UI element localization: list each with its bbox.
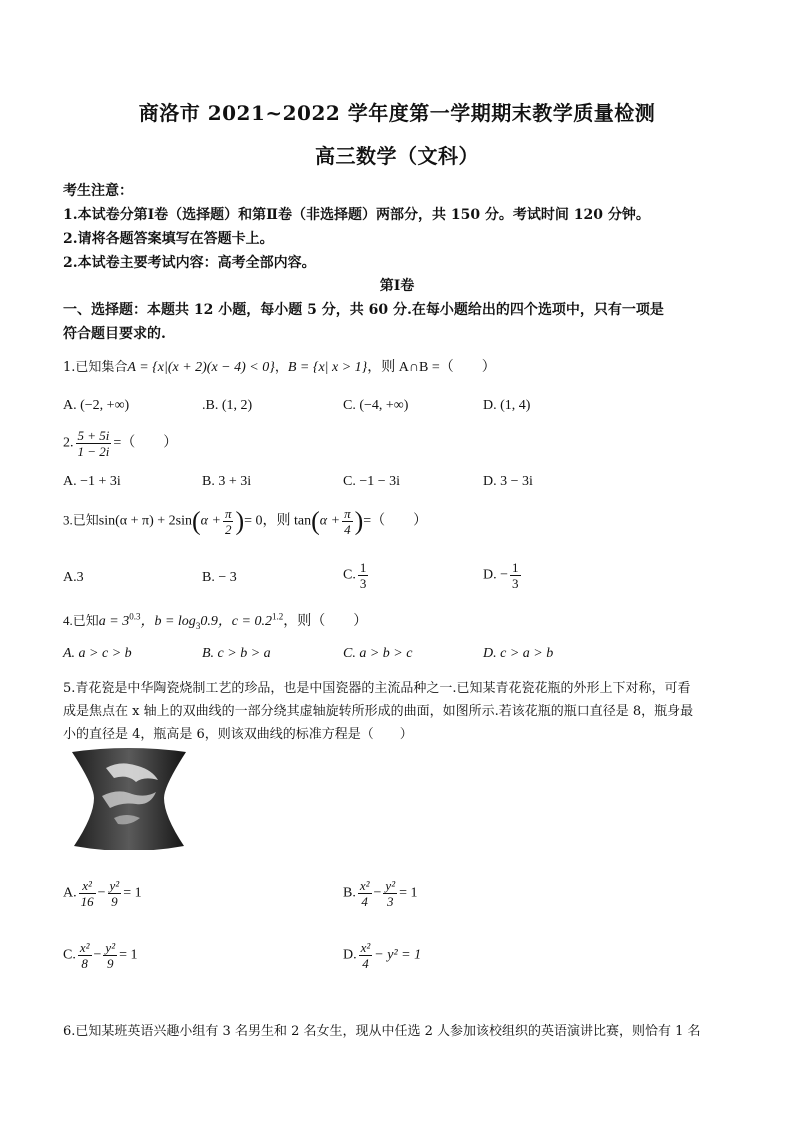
q3-option-a: A.3 (63, 570, 84, 585)
q5-c-label: C. (63, 947, 76, 963)
q4-option-b: B. c > b > a (202, 646, 271, 661)
q3-option-c-fraction (358, 560, 369, 591)
q5-c-d2: 9 (107, 956, 114, 971)
q5-a-n2: y² (109, 878, 120, 893)
q4-ask: ，则（ ） (283, 614, 368, 629)
q3-c-num: 1 (359, 560, 367, 575)
q5-a-label: A. (63, 885, 77, 901)
q5-c-d1: 8 (81, 956, 88, 971)
q3-c-den: 3 (359, 576, 367, 591)
q3-d-den: 3 (512, 576, 519, 591)
q4-option-c: C. a > b > c (343, 646, 413, 661)
q5-b-n2: y² (385, 878, 396, 893)
q2-option-d: D. 3 − 3i (483, 474, 533, 489)
q2-numerator: 5 + 5i (77, 428, 110, 443)
exam-subtitle: 高三数学（文科） (315, 144, 479, 168)
q5-option-d (343, 940, 421, 971)
q6-line-1: 6.已知某班英语兴趣小组有 3 名男生和 2 名女生，现从中任选 2 人参加该校组织的英语演讲比赛，则恰有 1 名 (63, 1024, 701, 1039)
q3-expr-b: α + (200, 513, 221, 529)
q1-option-c: C. (−4, +∞) (343, 398, 409, 413)
q3-expr-d: α + (319, 513, 341, 529)
q5-a-frac-x (79, 878, 96, 909)
q5-d-d1: 4 (362, 956, 369, 971)
q1-set-b: B = {x| x > 1} (287, 360, 368, 375)
q5-a-n1: x² (79, 878, 96, 894)
q4-prefix: 4.已知 (63, 613, 99, 628)
q2-fraction (76, 428, 112, 459)
section-instruction-1: 一、选择题：本题共 12 小题，每小题 5 分，共 60 分.在每小题给出的四个选项中，只有一项是 (63, 302, 664, 318)
q5-d-rest: − y² = 1 (374, 947, 422, 963)
q1-option-b: .B. (1, 2) (202, 398, 253, 413)
q5-b-d2: 3 (387, 894, 394, 909)
q5-b-frac-y (383, 878, 397, 909)
q3-option-b: B. − 3 (202, 570, 237, 585)
q1-set-a: A = {x|(x + 2)(x − 4) < 0} (127, 360, 275, 375)
q3-pi: π (224, 506, 232, 521)
q2-denominator: 1 − 2i (77, 444, 110, 459)
q5-c-minus: − (93, 947, 102, 963)
q5-b-d1: 4 (361, 894, 368, 909)
q5-c-frac-y (103, 940, 117, 971)
exam-title: 商洛市 2021~2022 学年度第一学期期末教学质量检测 (138, 101, 656, 125)
q1-ask: ，则 A∩B =（ ） (367, 360, 496, 375)
q5-line-1: 5.青花瓷是中华陶瓷烧制工艺的珍品，也是中国瓷器的主流品种之一.已知某青花瓷花瓶的外形上下对称，可看 (63, 681, 691, 696)
question-1 (63, 356, 496, 376)
q4-b-rest: 0.9，c = 0.2 (200, 614, 272, 629)
q4-option-d: D. c > a > b (483, 646, 554, 661)
q4-a: a = 3 (98, 614, 130, 629)
q5-d-label: D. (343, 947, 357, 963)
notice-item-3: 2.本试卷主要考试内容：高考全部内容。 (63, 255, 316, 271)
notice-item-2: 2.请将各题答案填写在答题卡上。 (63, 231, 274, 247)
question-4 (63, 610, 367, 631)
q1-prefix: 1.已知集合 (63, 360, 128, 375)
section-instruction-2: 符合题目要求的. (63, 326, 166, 342)
q3-option-d-fraction (510, 560, 521, 591)
q4-b-sub: 3 (195, 620, 201, 631)
q3-option-c (343, 560, 370, 591)
q3-expr-a: sin(α + π) + 2sin (98, 513, 192, 529)
q5-c-rest: = 1 (119, 947, 138, 963)
q3-two: 2 (224, 522, 232, 537)
q5-b-frac-x (358, 878, 372, 909)
q5-option-a (63, 878, 142, 909)
q5-c-frac-x (78, 940, 92, 971)
q3-prefix: 3.已知 (63, 512, 99, 528)
q3-ask: =（ ） (363, 513, 428, 529)
q5-b-rest: = 1 (399, 885, 418, 901)
q3-four: 4 (344, 522, 351, 537)
notice-heading: 考生注意： (63, 183, 133, 199)
q2-ask: =（ ） (113, 435, 178, 451)
q5-a-d1: 16 (80, 894, 94, 909)
q3-pi-2: π (344, 506, 351, 521)
q3-option-d (483, 560, 523, 591)
q5-option-c (63, 940, 138, 971)
q2-option-a: A. −1 + 3i (63, 474, 121, 489)
q1-sep: ， (274, 360, 288, 375)
q2-prefix: 2. (63, 435, 74, 451)
q4-b: ，b = log (140, 614, 196, 629)
q5-d-n1: x² (360, 940, 371, 955)
q3-fraction-pi-2 (223, 506, 234, 537)
q5-a-frac-y (108, 878, 122, 909)
q3-option-d-label: D. − (483, 567, 509, 583)
q5-a-rest: = 1 (123, 885, 142, 901)
porcelain-vase-image (66, 746, 192, 850)
q5-a-minus: − (97, 885, 106, 901)
q5-c-n1: x² (79, 940, 90, 955)
q3-d-num: 1 (512, 560, 519, 575)
q4-a-exp: 0.3 (129, 611, 141, 622)
q1-option-a: A. (−2, +∞) (63, 398, 130, 413)
volume-heading: 第Ⅰ卷 (379, 278, 415, 294)
q5-option-b (343, 878, 418, 909)
q5-b-minus: − (373, 885, 382, 901)
q4-c-exp: 1.2 (271, 611, 284, 622)
q2-option-b: B. 3 + 3i (202, 474, 252, 489)
q5-b-label: B. (343, 885, 356, 901)
notice-item-1: 1.本试卷分第Ⅰ卷（选择题）和第Ⅱ卷（非选择题）两部分，共 150 分。考试时间 120 分钟。 (63, 207, 650, 223)
q1-option-d: D. (1, 4) (483, 398, 531, 413)
q2-option-c: C. −1 − 3i (343, 474, 401, 489)
q3-option-c-label: C. (343, 567, 356, 583)
q5-d-frac-x (359, 940, 373, 971)
q5-line-2: 成是焦点在 x 轴上的双曲线的一部分绕其虚轴旋转所形成的曲面，如图所示.若该花瓶的瓶口直径是 8，瓶身最 (63, 704, 694, 719)
q3-expr-c: = 0，则 tan (244, 513, 312, 529)
question-2 (63, 428, 177, 459)
q5-line-3: 小的直径是 4，瓶高是 6，则该双曲线的标准方程是（ ） (63, 727, 413, 742)
q3-fraction-pi-4 (342, 506, 353, 537)
q5-a-d2: 9 (111, 894, 118, 909)
q4-option-a: A. a > c > b (63, 646, 132, 661)
q5-c-n2: y² (105, 940, 116, 955)
q5-b-n1: x² (359, 878, 370, 893)
question-3: 3.已知sin(α + π) + 2sin(α + $\frac{\pi}{2}$ )= 0，则 tan(α + $\frac{\pi}{4}$ )=（ ） (63, 506, 428, 537)
